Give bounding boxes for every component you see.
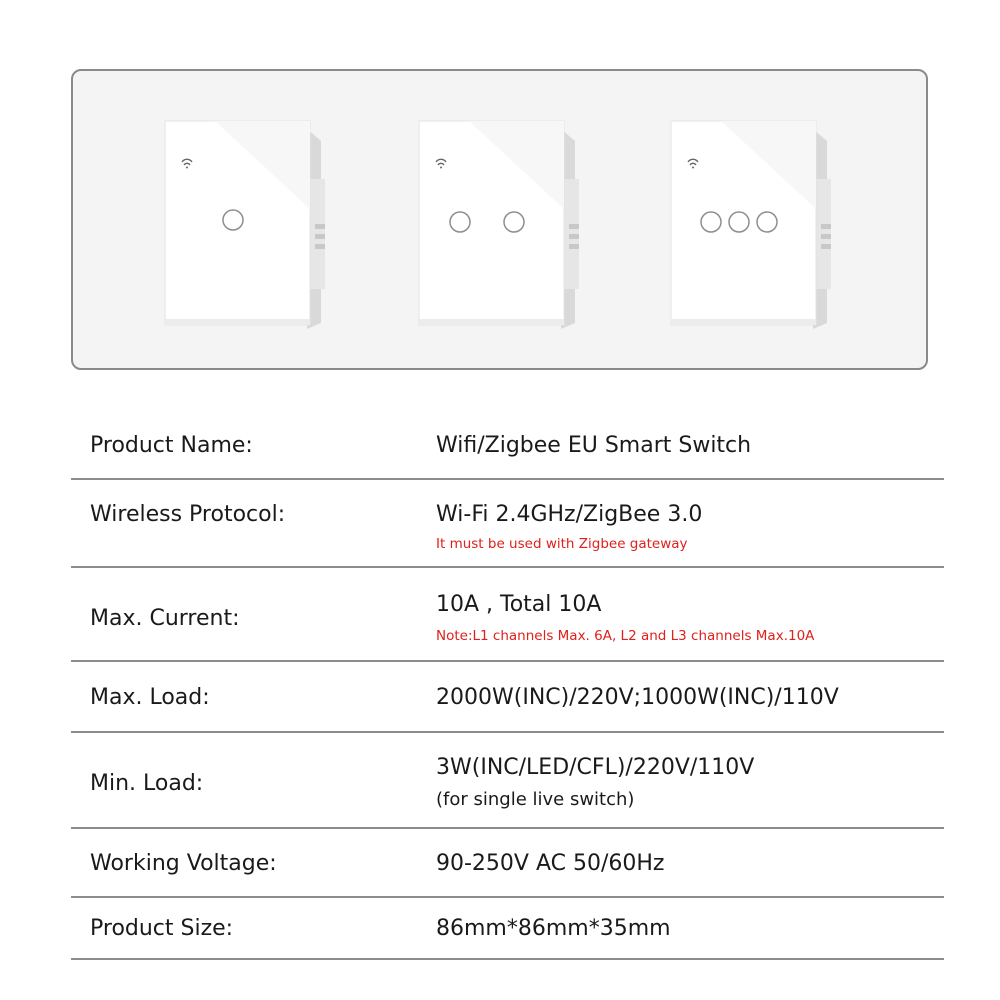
spec-label: Max. Current: bbox=[90, 606, 240, 631]
touch-button-left[interactable] bbox=[450, 212, 470, 232]
spec-row-max-load bbox=[71, 662, 944, 733]
spec-value: 2000W(INC)/220V;1000W(INC)/110V bbox=[436, 685, 839, 710]
spec-value: 3W(INC/LED/CFL)/220V/110V bbox=[436, 755, 755, 780]
spec-label: Wireless Protocol: bbox=[90, 502, 286, 527]
spec-value: Wifi/Zigbee EU Smart Switch bbox=[436, 433, 752, 458]
spec-row-min-load bbox=[71, 733, 944, 829]
spec-note: Note:L1 channels Max. 6A, L2 and L3 channels Max.10A bbox=[436, 628, 815, 644]
spec-value: 10A , Total 10A bbox=[436, 592, 602, 617]
spec-label: Min. Load: bbox=[90, 771, 204, 796]
touch-button[interactable] bbox=[223, 210, 243, 230]
switch-2-gang bbox=[409, 119, 579, 339]
spec-row-working-voltage bbox=[71, 829, 944, 898]
spec-note: It must be used with Zigbee gateway bbox=[436, 536, 688, 552]
spec-label: Product Size: bbox=[90, 916, 234, 941]
spec-label: Working Voltage: bbox=[90, 851, 277, 876]
spec-label: Max. Load: bbox=[90, 685, 210, 710]
switch-1-gang bbox=[155, 119, 325, 339]
spec-row-product-size bbox=[71, 898, 944, 960]
spec-label: Product Name: bbox=[90, 433, 253, 458]
spec-value: Wi-Fi 2.4GHz/ZigBee 3.0 bbox=[436, 502, 703, 527]
spec-value: 90-250V AC 50/60Hz bbox=[436, 851, 665, 876]
touch-button-middle[interactable] bbox=[729, 212, 749, 232]
touch-button-right[interactable] bbox=[757, 212, 777, 232]
spec-value: 86mm*86mm*35mm bbox=[436, 916, 671, 941]
spec-row-wireless-protocol bbox=[71, 480, 944, 568]
touch-button-right[interactable] bbox=[504, 212, 524, 232]
spec-sub: (for single live switch) bbox=[436, 789, 635, 810]
switch-3-gang bbox=[661, 119, 831, 339]
spec-row-max-current bbox=[71, 568, 944, 662]
product-showcase bbox=[71, 69, 928, 370]
touch-button-left[interactable] bbox=[701, 212, 721, 232]
spec-row-product-name bbox=[71, 411, 944, 480]
